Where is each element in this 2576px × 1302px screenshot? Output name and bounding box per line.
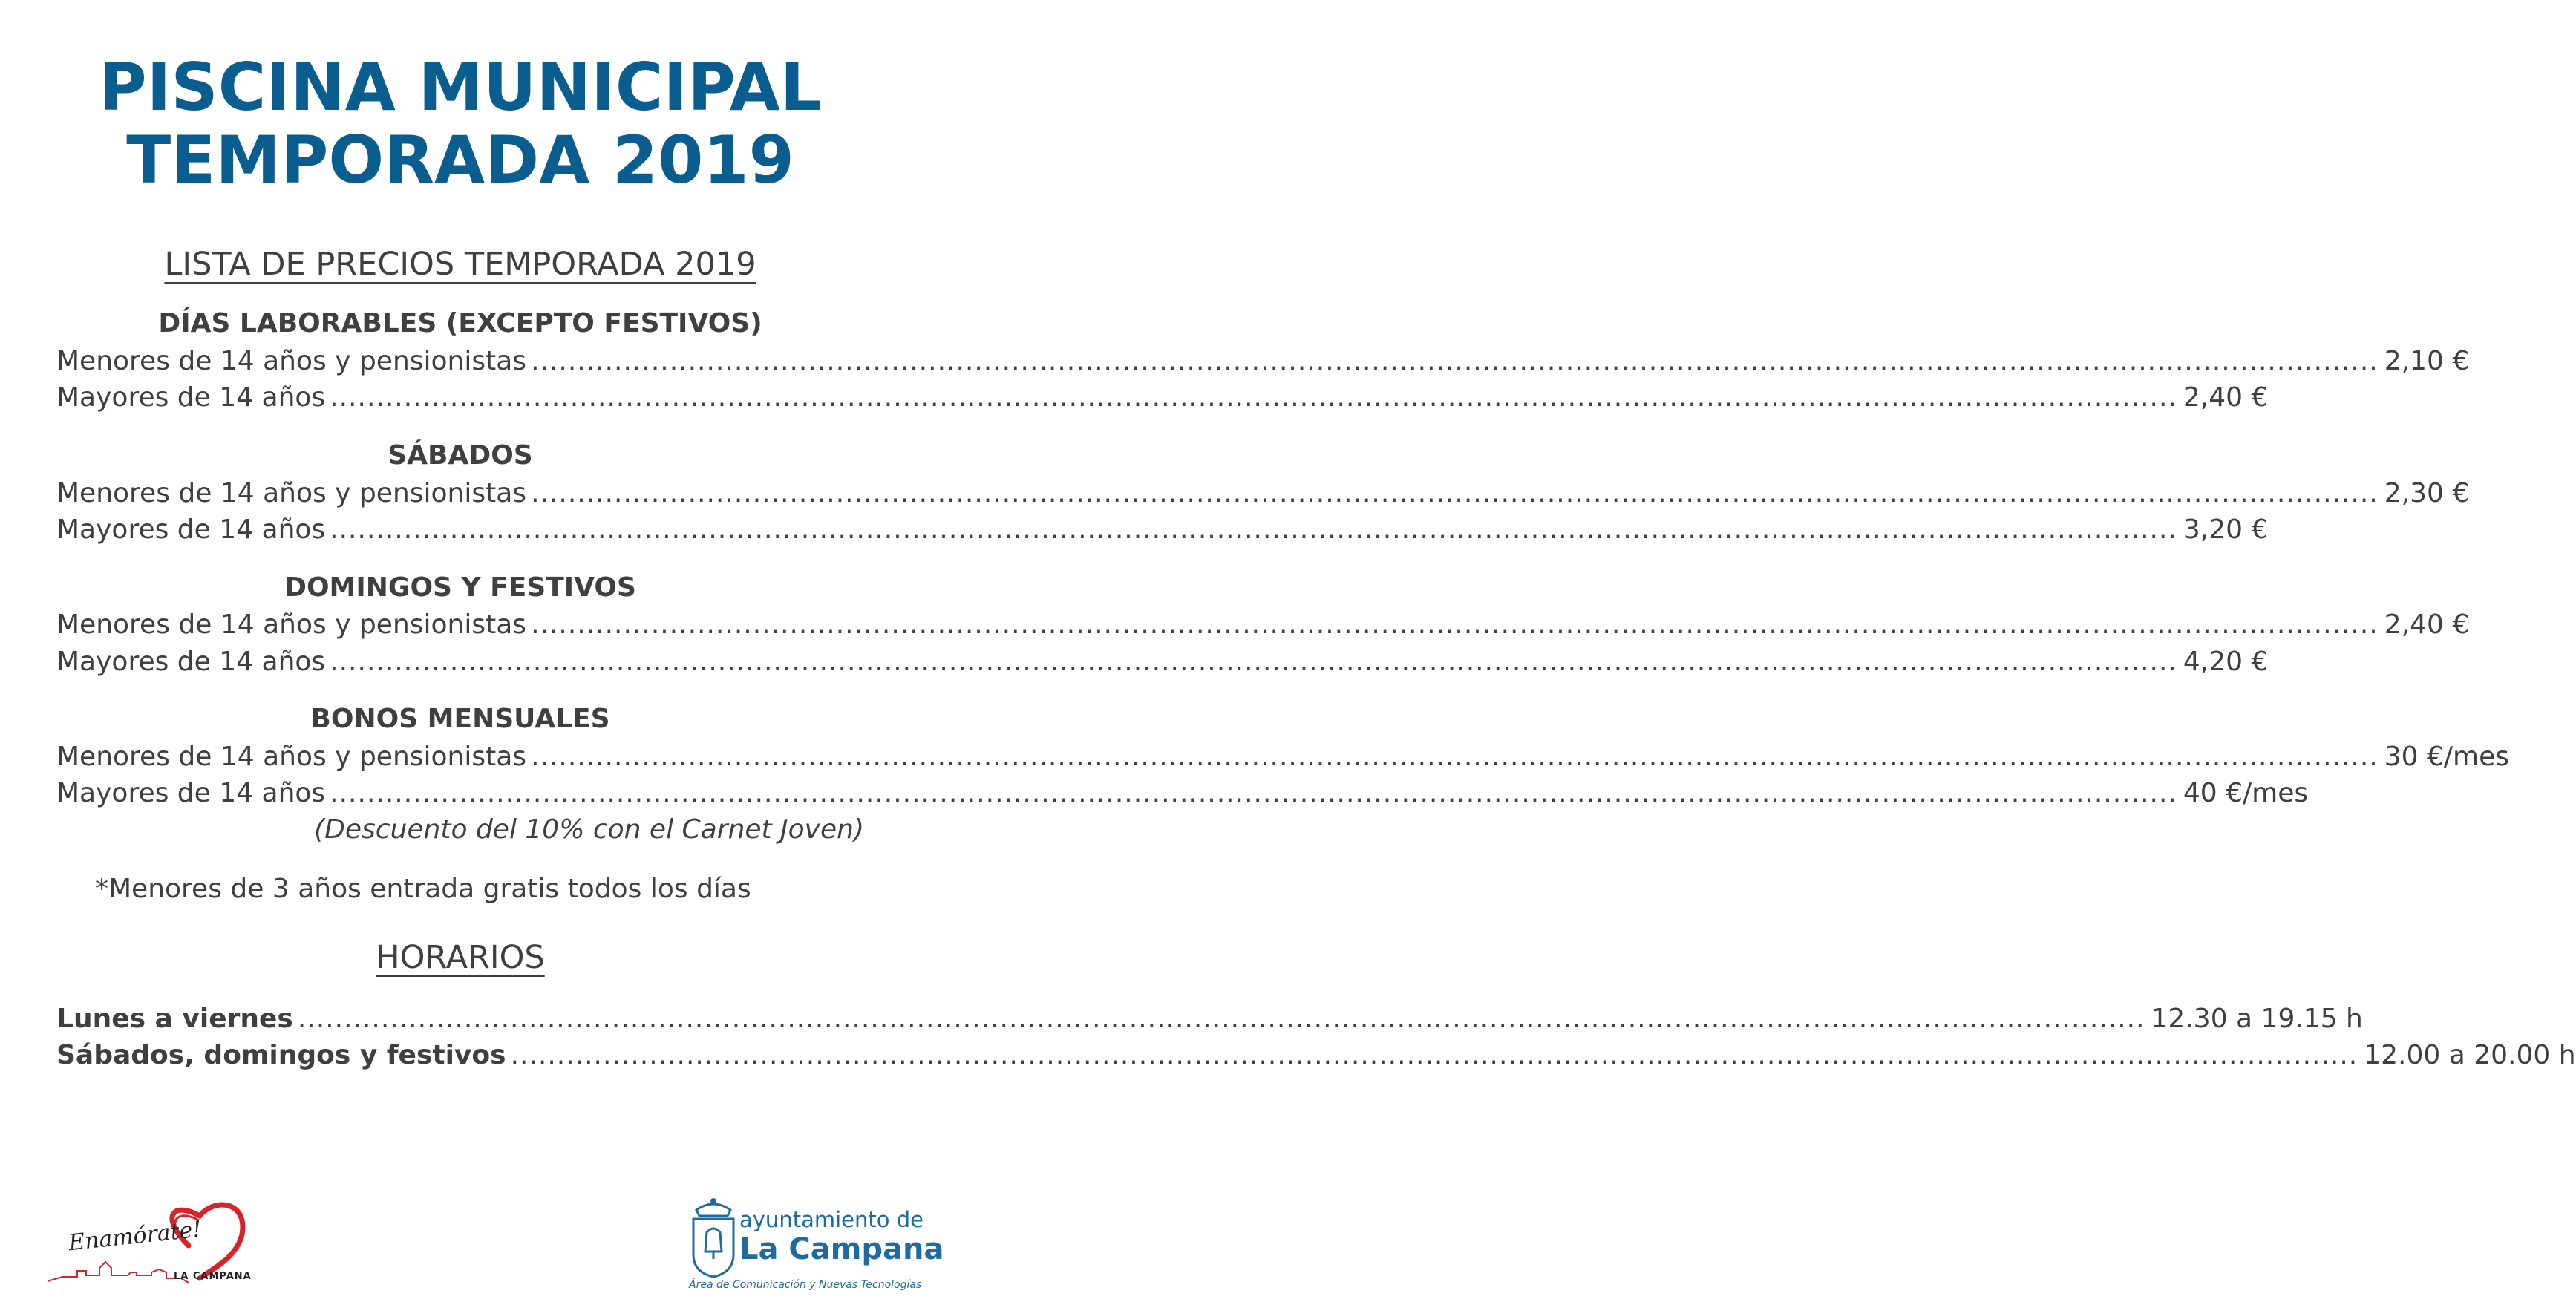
section-title-saturdays: SÁBADOS [388,440,533,471]
dot-leader: ........................................................................................................................................................................................................ [330,647,2177,677]
price-row [56,475,2470,512]
price-value: 4,20 € [2183,647,2269,677]
schedule-label: Sábados, domingos y festivos [56,1040,506,1070]
schedule-heading: HORARIOS [376,939,545,976]
dot-leader: ........................................................................................................................................................................................................ [531,609,2379,640]
discount-note: (Descuento del 10% con el Carnet Joven) [314,814,864,845]
schedule-row [56,1001,2363,1038]
price-label: Menores de 14 años y pensionistas [56,609,527,640]
price-row [56,379,2269,416]
dot-leader: ........................................................................................................................................................................................................ [330,382,2177,413]
dot-leader: ........................................................................................................................................................................................................ [330,514,2177,545]
dot-leader: ........................................................................................................................................................................................................ [531,478,2379,508]
dot-leader: ........................................................................................................................................................................................................ [531,346,2379,376]
logo-line-2: La Campana [739,1232,944,1266]
schedule-row [56,1037,2576,1074]
price-label: Menores de 14 años y pensionistas [56,346,527,376]
price-list-heading: LISTA DE PRECIOS TEMPORADA 2019 [164,246,756,283]
section-title-weekdays: DÍAS LABORABLES (EXCEPTO FESTIVOS) [158,308,762,338]
page-title-line-2: TEMPORADA 2019 [126,122,794,198]
ayuntamiento-logo [689,1195,944,1296]
price-label: Mayores de 14 años [56,382,326,413]
price-value: 30 €/mes [2384,742,2509,772]
dot-leader: ........................................................................................................................................................................................................ [297,1004,2145,1034]
price-value: 2,10 € [2384,346,2470,376]
price-row [56,606,2470,644]
price-value: 2,30 € [2384,478,2470,508]
schedule-value: 12.00 a 20.00 h [2364,1040,2576,1070]
logo-line-3: Área de Comunicación y Nuevas Tecnologías [689,1279,922,1291]
dot-leader: ........................................................................................................................................................................................................ [531,742,2379,772]
price-value: 2,40 € [2384,609,2470,640]
page-title-line-1: PISCINA MUNICIPAL [99,49,822,125]
coat-of-arms-icon [689,1195,738,1278]
section-title-monthly: BONOS MENSUALES [310,704,610,734]
price-row [56,739,2509,776]
dot-leader: ........................................................................................................................................................................................................ [510,1040,2358,1070]
price-row [56,775,2309,812]
logo-line-1: ayuntamiento de [739,1207,923,1232]
price-label: Mayores de 14 años [56,778,326,808]
section-title-sundays: DOMINGOS Y FESTIVOS [284,572,636,603]
price-label: Menores de 14 años y pensionistas [56,742,527,772]
price-value: 40 €/mes [2183,778,2309,808]
price-row [56,511,2269,549]
free-entry-note: *Menores de 3 años entrada gratis todos los días [95,874,751,904]
enamorate-logo [48,1201,263,1289]
schedule-value: 12.30 a 19.15 h [2151,1004,2363,1034]
price-value: 2,40 € [2183,382,2269,413]
price-row [56,644,2269,681]
town-name: LA CAMPANA [174,1271,252,1282]
dot-leader: ........................................................................................................................................................................................................ [330,778,2177,808]
price-value: 3,20 € [2183,514,2269,545]
slogan-text: Enamórate! [67,1216,203,1257]
schedule-label: Lunes a viernes [56,1004,293,1034]
price-label: Mayores de 14 años [56,647,326,677]
price-label: Mayores de 14 años [56,514,326,545]
price-label: Menores de 14 años y pensionistas [56,478,527,508]
price-row [56,343,2470,380]
